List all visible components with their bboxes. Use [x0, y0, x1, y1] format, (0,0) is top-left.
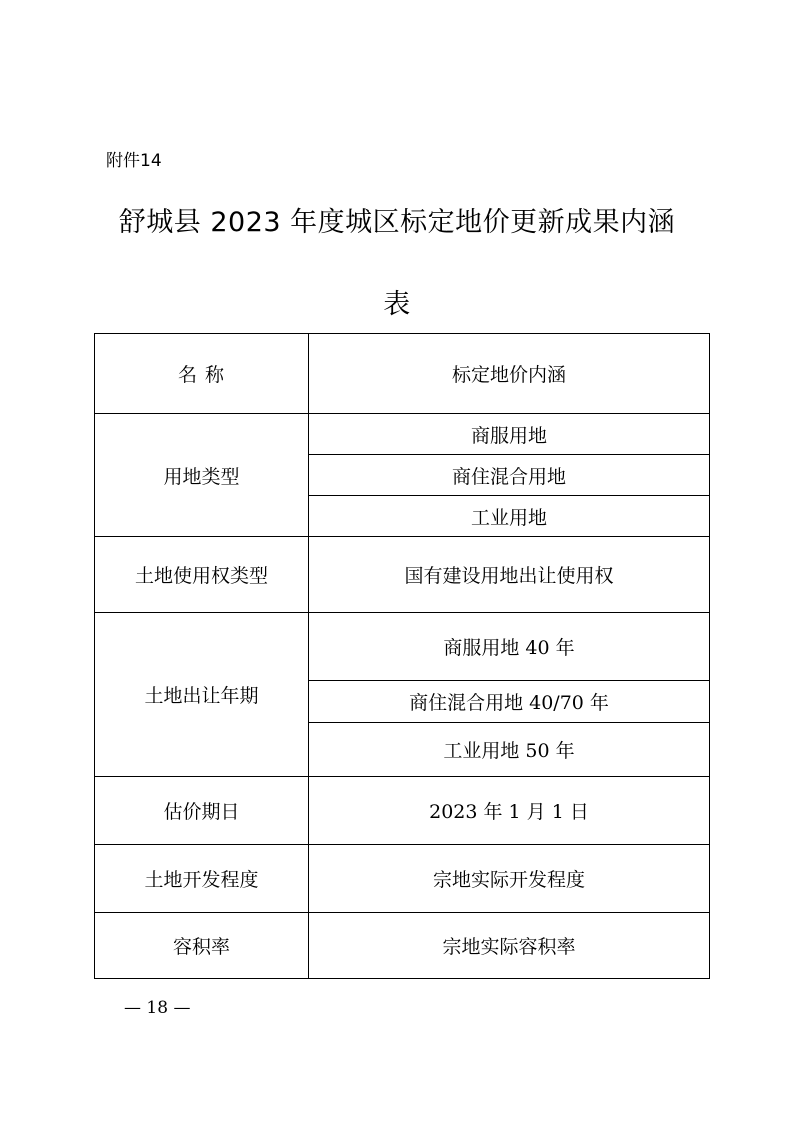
document-title-continued: 表 — [383, 289, 411, 320]
valuation-date-label: 估价期日 — [95, 777, 309, 845]
valuation-date-value: 2023 年 1 月 1 日 — [309, 777, 710, 845]
development-level-value: 宗地实际开发程度 — [309, 845, 710, 913]
transfer-term-label: 土地出让年期 — [95, 613, 309, 777]
land-use-type-value: 工业用地 — [309, 496, 710, 537]
land-right-type-value: 国有建设用地出让使用权 — [309, 537, 710, 613]
plot-ratio-value: 宗地实际容积率 — [309, 913, 710, 979]
page-number: — 18 — — [124, 998, 191, 1018]
land-use-type-label: 用地类型 — [95, 414, 309, 537]
development-level-label: 土地开发程度 — [95, 845, 309, 913]
header-name: 名 称 — [177, 364, 226, 386]
transfer-term-value: 工业用地 50 年 — [309, 723, 710, 777]
transfer-term-value: 商服用地 40 年 — [309, 613, 710, 681]
transfer-term-value: 商住混合用地 40/70 年 — [309, 681, 710, 723]
table-row — [95, 613, 710, 681]
attachment-label: 附件14 — [106, 151, 162, 171]
table-row — [95, 334, 710, 414]
document-title: 舒城县 2023 年度城区标定地价更新成果内涵 — [118, 207, 676, 238]
table-row — [95, 913, 710, 979]
land-use-type-value: 商服用地 — [309, 414, 710, 455]
land-right-type-label: 土地使用权类型 — [95, 537, 309, 613]
plot-ratio-label: 容积率 — [95, 913, 309, 979]
land-use-type-value: 商住混合用地 — [309, 455, 710, 496]
header-name-cell — [95, 334, 309, 414]
table-row — [95, 414, 710, 455]
table-row — [95, 537, 710, 613]
table-row — [95, 777, 710, 845]
table-row — [95, 845, 710, 913]
header-content-cell: 标定地价内涵 — [309, 334, 710, 414]
land-price-connotation-table — [94, 333, 710, 979]
